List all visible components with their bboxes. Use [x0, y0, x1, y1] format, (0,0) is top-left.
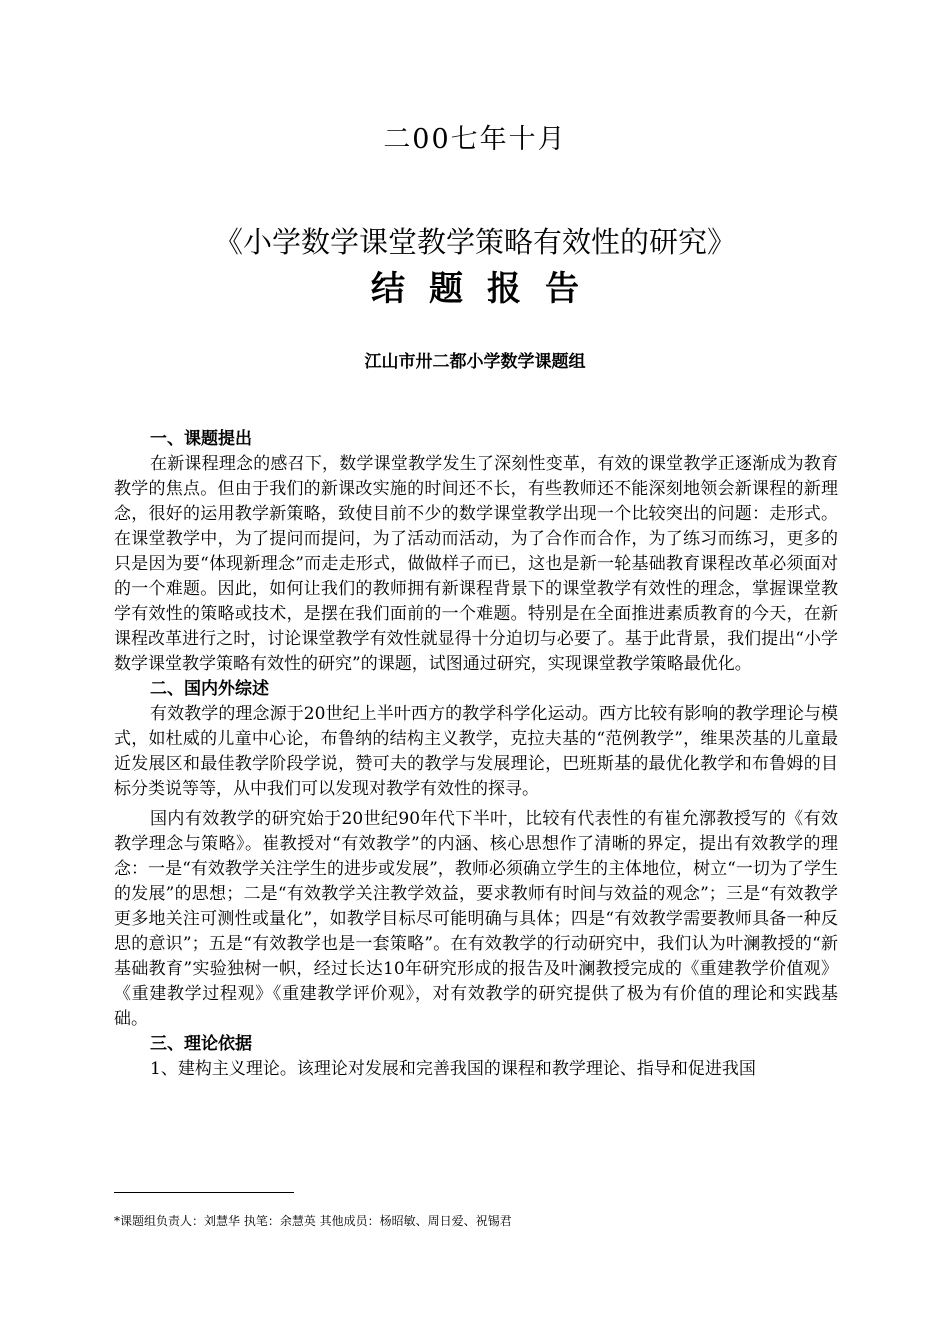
report-date: 二00七年十月	[383, 124, 567, 155]
report-author: 江山市卅二都小学数学课题组	[364, 352, 586, 372]
paragraph-theory-constructivism: 1、建构主义理论。该理论对发展和完善我国的课程和教学理论、指导和促进我国	[150, 1059, 756, 1079]
footnote: *课题组负责人：刘慧华 执笔：余慧英 其他成员：杨昭敏、周日爱、祝锡君	[114, 1214, 512, 1228]
footnote-divider	[114, 1192, 294, 1193]
paragraph-proposal: 在新课程理念的感召下，数学课堂教学发生了深刻性变革，有效的课堂教学正逐渐成为教育教学的焦点。但由于我们的新课改实施的时间还不长，有些教师还不能深刻地领会新课程的新理念，很好的运用教学新策略，致使目前不少的数学课堂教学出现一个比较突出的问题：走形式。在课堂教学中，为了提问而提问，为了活动而活动，为了合作而合作，为了练习而练习，更多的只是因为要“体现新理念”而走走形式，做做样子而已，这也是新一轮基础教育课程改革必须面对的一个难题。因此，如何让我们的教师拥有新课程背景下的课堂教学有效性的理念，掌握课堂教学有效性的策略或技术，是摆在我们面前的一个难题。特别是在全面推进素质教育的今天，在新课程改革进行之时，讨论课堂教学有效性就显得十分迫切与必要了。基于此背景，我们提出“小学数学课堂教学策略有效性的研究”的课题，试图通过研究，实现课堂教学策略最优化。	[114, 454, 838, 674]
paragraph-review-domestic: 国内有效教学的研究始于20世纪90年代下半叶，比较有代表性的有崔允漷教授写的《有效教学理念与策略》。崔教授对“有效教学”的内涵、核心思想作了清晰的界定，提出有效教学的理念：一是“有效教学关注学生的进步或发展”，教师必须确立学生的主体地位，树立“一切为了学生的发展”的思想；二是“有效教学关注教学效益，要求教师有时间与效益的观念”；三是“有效教学更多地关注可测性或量化”，如教学目标尽可能明确与具体；四是“有效教学需要教师具备一种反思的意识”；五是“有效教学也是一套策略”。在有效教学的行动研究中，我们认为叶澜教授的“新基础教育”实验独树一帜，经过长达10年研究形成的报告及叶澜教授完成的《重建教学价值观》《重建教学过程观》《重建教学评价观》，对有效教学的研究提供了极为有价值的理论和实践基础。	[114, 809, 838, 1029]
report-title: 《小学数学课堂教学策略有效性的研究》	[213, 225, 736, 259]
section-heading-proposal: 一、课题提出	[150, 429, 252, 449]
report-body	[114, 427, 838, 1082]
section-heading-review: 二、国内外综述	[150, 679, 269, 699]
paragraph-review-west: 有效教学的理念源于20世纪上半叶西方的教学科学化运动。西方比较有影响的教学理论与模式，如杜威的儿童中心论，布鲁纳的结构主义教学，克拉夫基的“范例教学”，维果茨基的儿童最近发展区和最佳教学阶段学说，赞可夫的教学与发展理论，巴班斯基的最优化教学和布鲁姆的目标分类说等等，从中我们可以发现对教学有效性的探寻。	[114, 704, 838, 799]
section-heading-theory: 三、理论依据	[150, 1034, 252, 1054]
report-subtitle: 结题报告	[371, 269, 603, 309]
